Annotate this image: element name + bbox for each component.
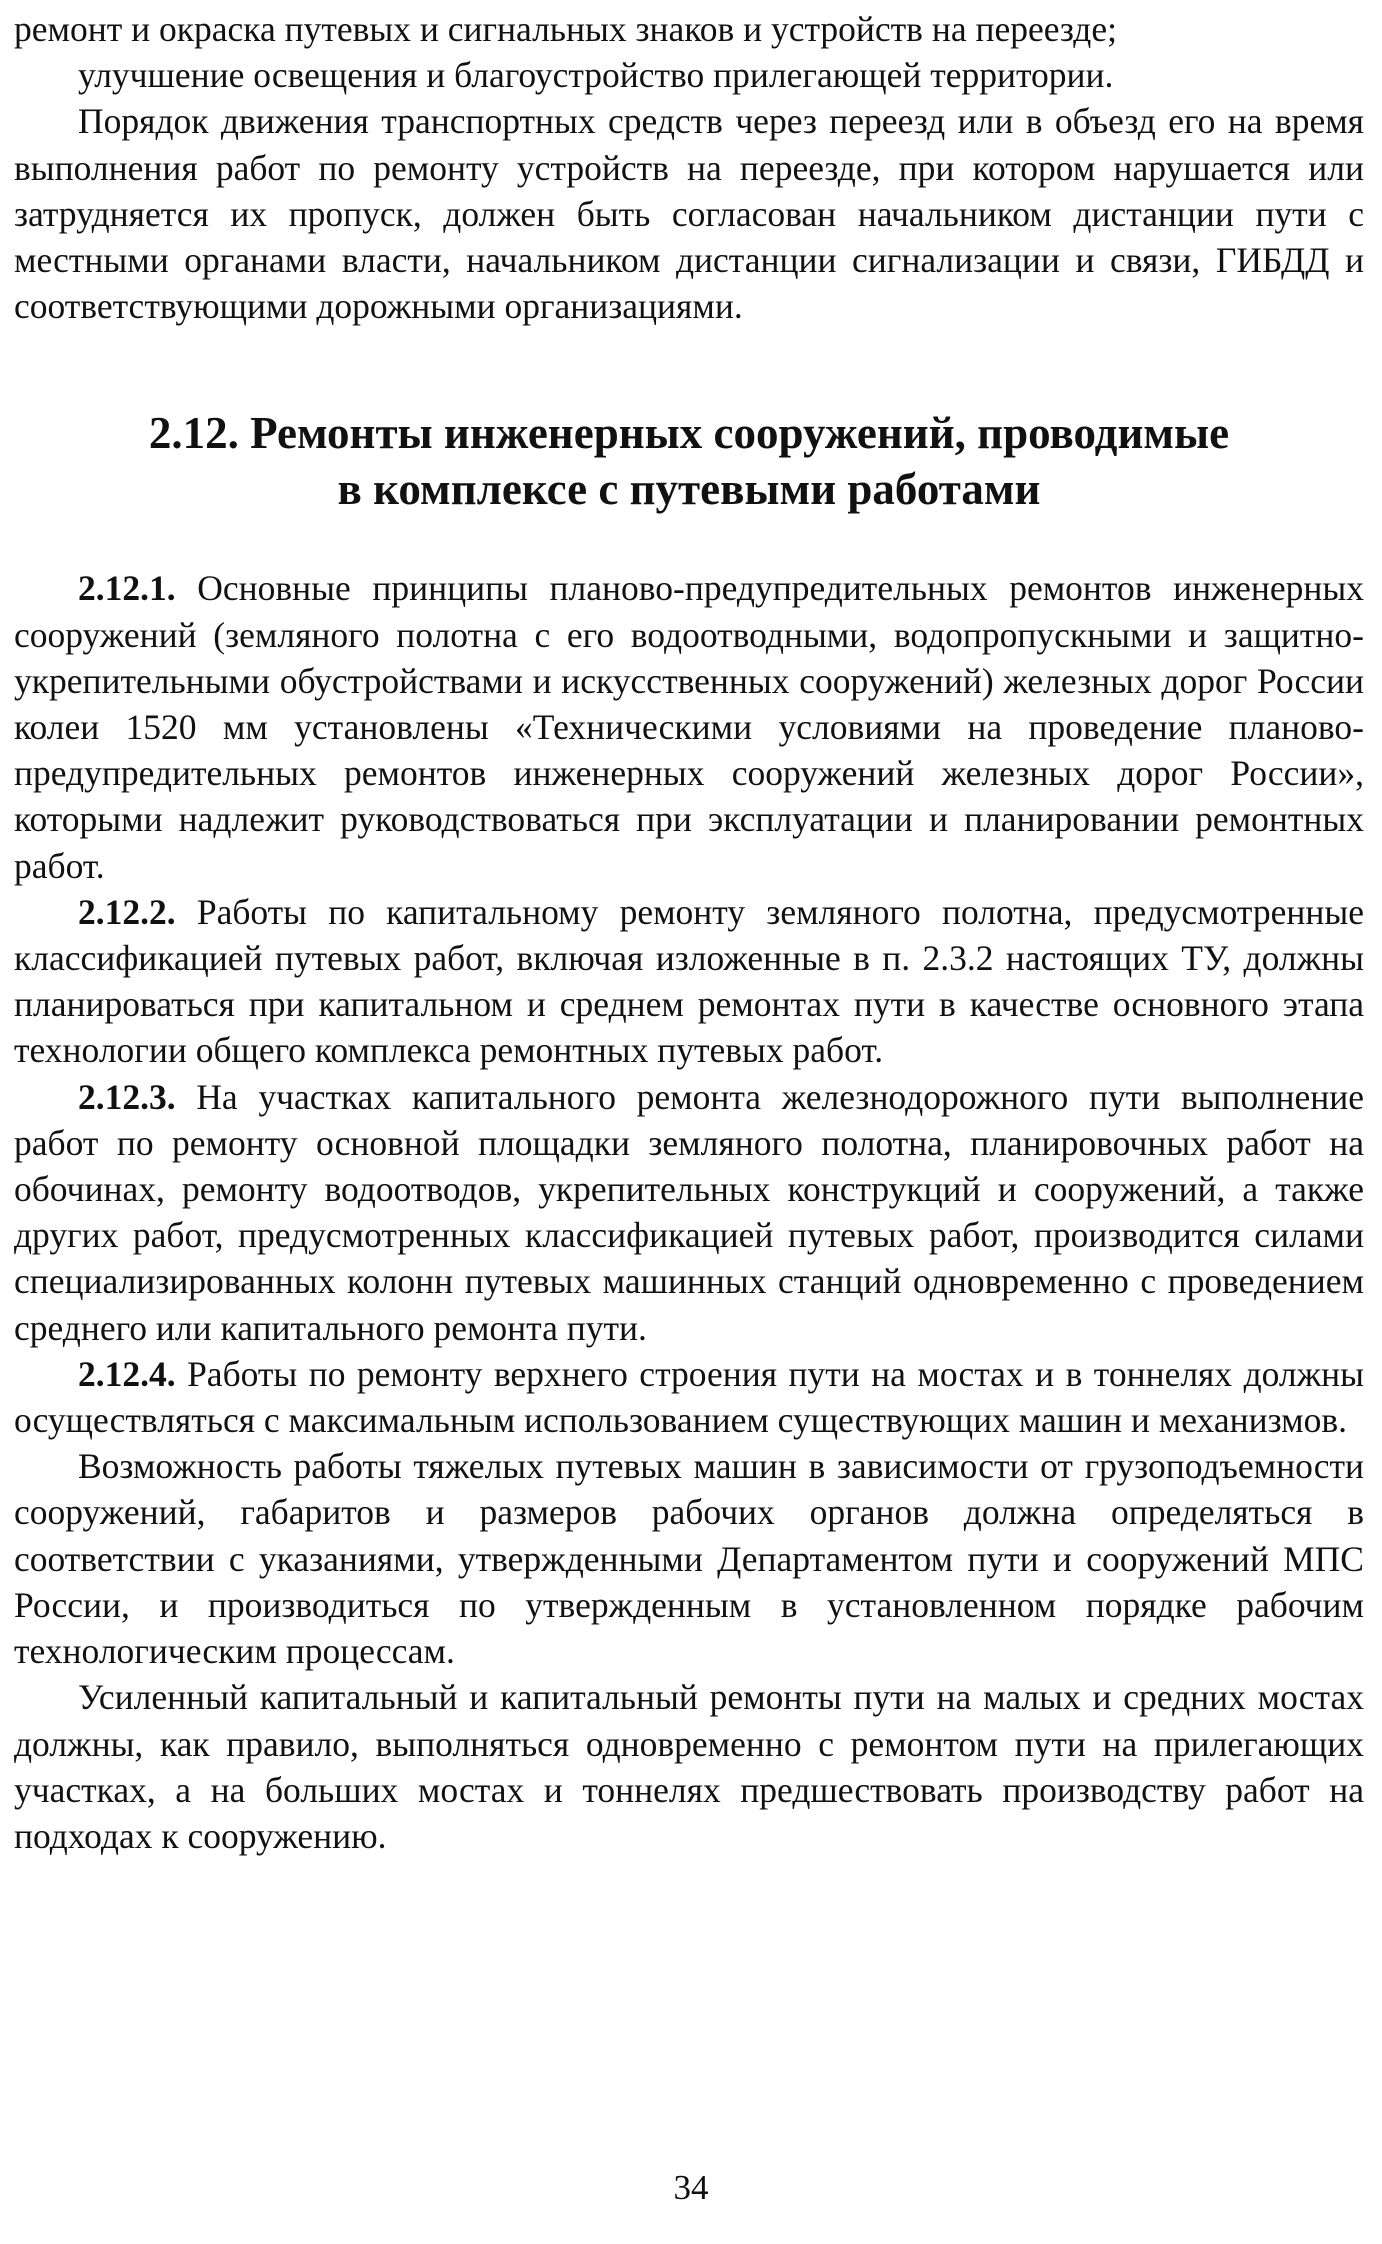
clause-2-12-4 (14, 1351, 1364, 1443)
intro-paragraph-2: улучшение освещения и благоустройство прилегающей территории. (78, 55, 1114, 96)
clause-number: 2.12.4. (78, 1353, 176, 1394)
page-number: 34 (673, 2168, 709, 2207)
closing-paragraph-1: Возможность работы тяжелых путевых машин в зависимости от грузоподъемности сооружений, габаритов и размеров рабочих органов должна определяться в соответствии с указаниями, утвержденными Департаментом пути и сооружений МПС России, и производиться по утвержденным в установленном порядке рабочим технологическим процессам. (14, 1446, 1364, 1672)
intro-paragraph-1: ремонт и окраска путевых и сигнальных знаков и устройств на переезде; (14, 9, 1117, 49)
document-page (14, 6, 1364, 1859)
clause-number: 2.12.1. (78, 568, 176, 609)
clause-text: На участках капитального ремонта железнодорожного пути выполнение работ по ремонту основной площадки земляного полотна, планировочных работ на обочинах, ремонту водоотводов, укрепительных конструкций и сооружений, а также других работ, предусмотренных классификацией путевых работ, производится силами специализированных колонн путевых машинных станций одновременно с проведением среднего или капитального ремонта пути. (14, 1076, 1364, 1348)
clause-number: 2.12.2. (78, 891, 176, 932)
clause-text: Работы по ремонту верхнего строения пути на мостах и в тоннелях должны осуществляться с максимальным использованием существующих машин и механизмов. (14, 1353, 1364, 1441)
section-heading-line-2: в комплексе с путевыми работами (337, 464, 1041, 515)
clause-2-12-2 (14, 889, 1364, 1074)
clause-text: Работы по капитальному ремонту земляного полотна, предусмотренные классификацией путевых работ, включая изложенные в п. 2.3.2 настоящих ТУ, должны планироваться при капитальном и среднем ремонтах пути в качестве основного этапа технологии общего комплекса ремонтных путевых работ. (14, 891, 1364, 1071)
section-heading-line-1: 2.12. Ремонты инженерных сооружений, проводимые (148, 408, 1230, 459)
clause-number: 2.12.3. (78, 1076, 176, 1117)
section-heading (14, 405, 1364, 517)
clause-2-12-3 (14, 1074, 1364, 1351)
intro-paragraph-3: Порядок движения транспортных средств через переезд или в объезд его на время выполнения работ по ремонту устройств на переезде, при котором нарушается или затрудняется их пропуск, должен быть согласован начальником дистанции пути с местными органами власти, начальником дистанции сигнализации и связи, ГИБДД и соответствующими дорожными организациями. (14, 101, 1364, 327)
closing-paragraph-2: Усиленный капитальный и капитальный ремонты пути на малых и средних мостах должны, как правило, выполняться одновременно с ремонтом пути на прилегающих участках, а на больших мостах и тоннелях предшествовать производству работ на подходах к сооружению. (14, 1677, 1364, 1856)
clause-2-12-1 (14, 565, 1364, 888)
clause-text: Основные принципы планово-предупредительных ремонтов инженерных сооружений (земляного полотна с его водоотводными, водопропускными и защитно-укрепительными обустройствами и искусственных сооружений) железных дорог России колеи 1520 мм установлены «Техническими условиями на проведение планово-предупредительных ремонтов инженерных сооружений железных дорог России», которыми надлежит руководствоваться при эксплуатации и планировании ремонтных работ. (14, 568, 1364, 886)
